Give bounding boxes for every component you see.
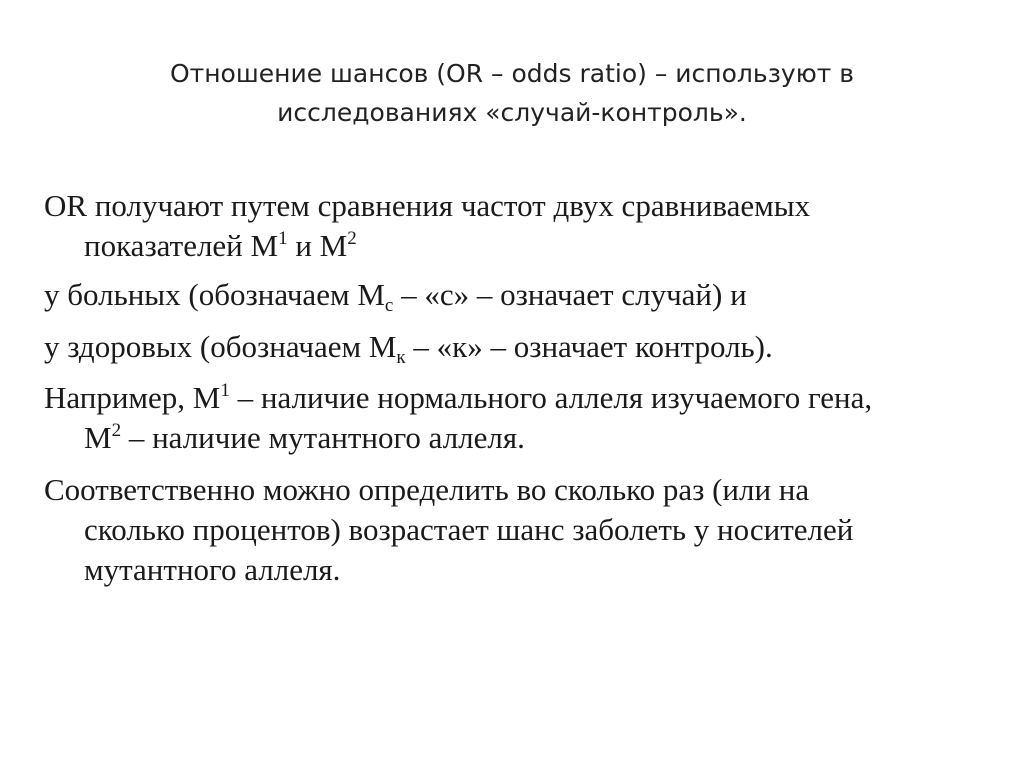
paragraph-line: Соответственно можно определить во сколько раз (или на — [44, 472, 810, 507]
superscript: 2 — [347, 228, 357, 249]
slide-body — [44, 186, 994, 590]
text-run: Например, М — [44, 380, 221, 415]
text-run: и М — [287, 228, 348, 263]
text-run: – наличие мутантного аллеля. — [121, 420, 525, 455]
paragraph-patients — [44, 275, 994, 315]
paragraph-line: сколько процентов) возрастает шанс заболеть у носителей — [84, 512, 854, 547]
title-line-1: Отношение шансов (OR – odds ratio) – используют в — [169, 59, 855, 88]
title-line-2: исследованиях «случай-контроль». — [277, 98, 747, 127]
paragraph-or-definition — [44, 186, 994, 266]
paragraph-line — [44, 418, 994, 458]
text-run: у больных (обозначаем М — [44, 277, 385, 312]
text-run: – «к» – означает контроль). — [405, 329, 773, 364]
paragraph-line: мутантного аллеля. — [84, 552, 341, 587]
paragraph-conclusion — [44, 470, 994, 590]
subscript: с — [384, 295, 394, 316]
slide-title — [90, 54, 934, 132]
text-run: показателей М — [84, 228, 279, 263]
superscript: 1 — [220, 380, 230, 401]
paragraph-line — [44, 275, 994, 315]
paragraph-healthy — [44, 327, 994, 367]
superscript: 2 — [111, 420, 122, 441]
text-run: М — [84, 420, 112, 455]
paragraph-line — [44, 327, 994, 367]
paragraph-line — [44, 226, 994, 266]
paragraph-line — [44, 378, 994, 418]
superscript: 1 — [278, 228, 288, 249]
paragraph-line: OR получают путем сравнения частот двух сравниваемых — [44, 188, 811, 223]
paragraph-example — [44, 378, 994, 458]
text-run: – наличие нормального аллеля изучаемого гена, — [229, 380, 873, 415]
text-run: у здоровых (обозначаем М — [44, 329, 397, 364]
subscript: к — [396, 347, 406, 368]
text-run: – «с» – означает случай) и — [393, 277, 747, 312]
